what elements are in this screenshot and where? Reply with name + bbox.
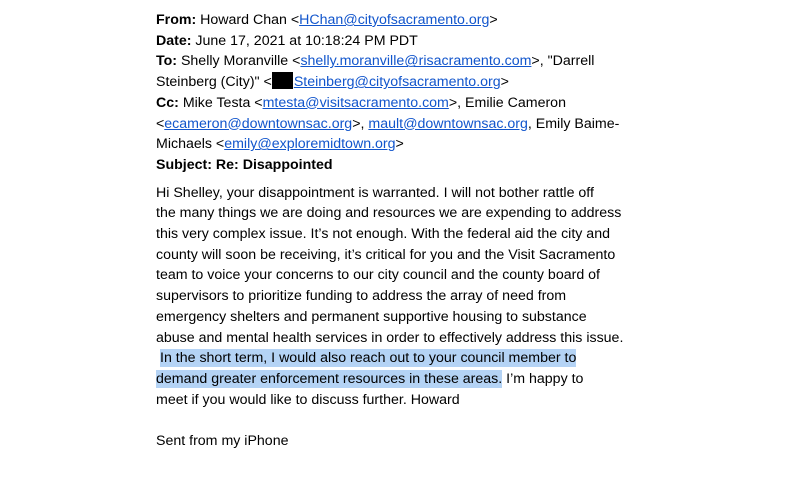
- from-name: Howard Chan <: [196, 12, 300, 28]
- cc-email-link-1[interactable]: mtesta@visitsacramento.com: [262, 94, 449, 111]
- date-value: June 17, 2021 at 10:18:24 PM PDT: [191, 32, 418, 49]
- highlighted-text[interactable]: In the short term, I would also reach out to your council member to: [160, 350, 577, 367]
- to-label: To:: [156, 53, 178, 70]
- highlighted-text[interactable]: demand greater enforcement resources in these areas.: [156, 370, 503, 387]
- redaction-box: [272, 72, 293, 89]
- cc-line-continued: <ecameron@downtownsac.org>, mault@downtownsac.org, Emily Baime-: [156, 115, 620, 132]
- body-line: county will soon be receiving, it’s critical for you and the Visit Sacramento: [156, 246, 616, 263]
- from-label: From:: [156, 12, 197, 28]
- to-line-continued: Steinberg (City)" < Steinberg@cityofsacramento.org>: [156, 74, 509, 91]
- subject-line: [156, 155, 626, 176]
- body-line: abuse and mental health services in order to effectively address this issue.: [156, 329, 624, 346]
- cc-email-link-2[interactable]: ecameron@downtownsac.org: [164, 115, 353, 132]
- to-email-link-2[interactable]: Steinberg@cityofsacramento.org: [293, 74, 501, 91]
- body-line: the many things we are doing and resources we are expending to address: [156, 205, 622, 222]
- cc-email-link-3[interactable]: mault@downtownsac.org: [368, 115, 528, 132]
- from-email-link[interactable]: HChan@cityofsacramento.org: [299, 12, 490, 28]
- body-line-highlighted: [156, 348, 626, 369]
- cc-line: Cc: Mike Testa <mtesta@visitsacramento.com>, Emilie Cameron: [156, 94, 566, 111]
- body-line: Hi Shelley, your disappointment is warranted. I will not bother rattle off: [156, 184, 594, 201]
- from-line: From: Howard Chan <HChan@cityofsacramento.org>: [156, 12, 498, 28]
- to-line: To: Shelly Moranville <shelly.moranville@risacramento.com>, "Darrell: [156, 53, 595, 70]
- body-line: this very complex issue. It’s not enough. With the federal aid the city and: [156, 226, 610, 243]
- email-document: [156, 10, 626, 452]
- date-label: Date:: [156, 32, 192, 49]
- cc-name-4: Michaels <: [156, 136, 225, 153]
- to-name-1: Shelly Moranville <: [177, 53, 301, 70]
- body-line: team to voice your concerns to our city council and the county board of: [156, 267, 600, 284]
- cc-name-1: Mike Testa <: [178, 94, 263, 111]
- body-line-highlighted: demand greater enforcement resources in these areas. I’m happy to: [156, 370, 584, 387]
- cc-label: Cc:: [156, 94, 179, 111]
- body-line: supervisors to prioritize funding to address the array of need from: [156, 288, 567, 305]
- to-email-link-1[interactable]: shelly.moranville@risacramento.com: [300, 53, 532, 70]
- body-line: meet if you would like to discuss further. Howard: [156, 391, 460, 408]
- body-line: emergency shelters and permanent supportive housing to substance: [156, 308, 587, 325]
- subject-label: Subject: Re: Disappointed: [156, 156, 333, 173]
- to-name-2: Steinberg (City)" <: [156, 74, 272, 91]
- cc-email-link-4[interactable]: emily@exploremidtown.org: [224, 136, 396, 153]
- signature: Sent from my iPhone: [156, 433, 289, 450]
- email-body: [156, 183, 626, 411]
- cc-line-continued-2: Michaels <emily@exploremidtown.org>: [156, 136, 404, 153]
- date-line: [156, 31, 626, 52]
